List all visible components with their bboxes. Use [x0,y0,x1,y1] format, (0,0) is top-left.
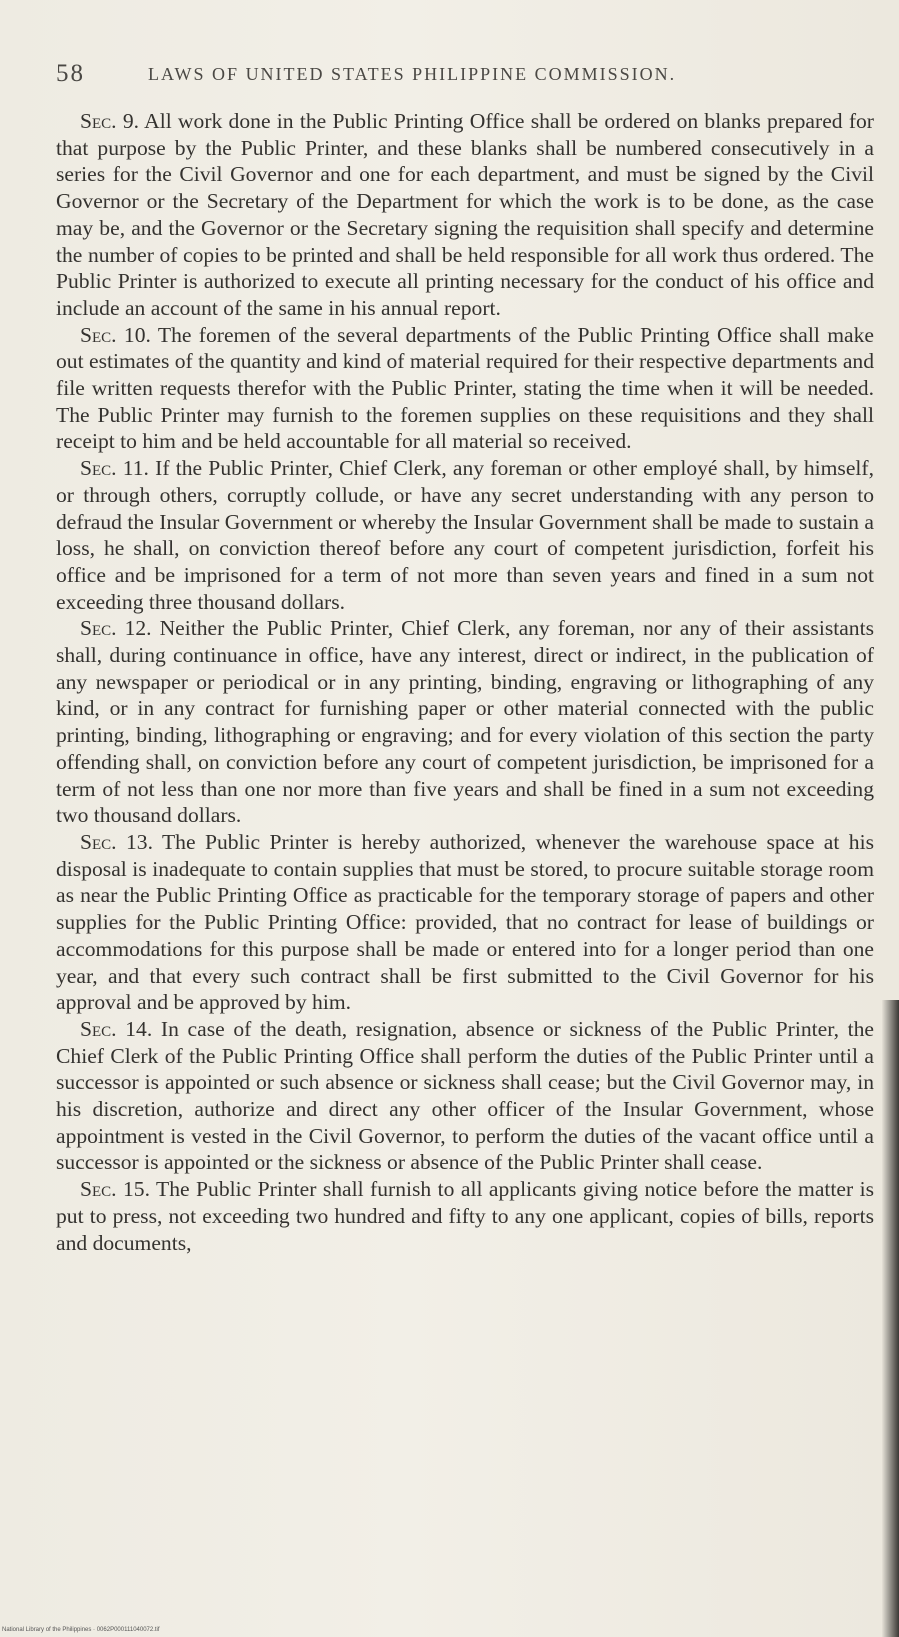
body-text [56,108,874,1256]
section-text: All work done in the Public Printing Office shall be ordered on blanks prepared for that purpose by the Public Printer, and these blanks shall be numbered consecutively in a series for the Civil Governor and one for each department, and must be signed by the Civil Governor or the Secretary of the Department for which the work is to be done, as the case may be, and the Governor or the Secretary signing the requisition shall specify and determine the number of copies to be printed and shall be held responsible for all work thus ordered. The Public Printer is authorized to execute all printing necessary for the conduct of his office and include an account of the same in his annual report. [56,109,875,320]
section-label: Sec. 10. [80,322,151,347]
section-text: In case of the death, resignation, absence or sickness of the Public Printer, the Chief Clerk of the Public Printing Office shall perform the duties of the Public Printer until a successor is appointed or such absence or sickness shall cease; but the Civil Governor may, in his discretion, authorize and direct any other officer of the Insular Government, whose appointment is vested in the Civil Governor, to perform the duties of the vacant office until a successor is appointed or the sickness or absence of the Public Printer shall cease. [56,1016,874,1175]
section-label: Sec. 15. [80,1177,150,1202]
section-14 [56,1016,874,1176]
section-9 [56,108,874,322]
section-15 [56,1176,874,1256]
section-label: Sec. 12. [80,616,152,641]
section-13 [56,829,874,1016]
page-number: 58 [56,60,85,87]
scan-footer: National Library of the Philippines · 0062P000111040072.tif [2,1627,160,1633]
page-header [56,58,856,98]
section-text: The foremen of the several departments of the Public Printing Office shall make out estimates of the quantity and kind of material required for their respective departments and file written requests therefor with the Public Printer, stating the time when it will be needed. The Public Printer may furnish to the foremen supplies on these requisitions and they shall receipt to him and be held accountable for all material so received. [56,322,874,454]
page-edge-shadow [882,1000,899,1637]
section-text: If the Public Printer, Chief Clerk, any foreman or other employé shall, by himself, or through others, corruptly collude, or have any secret understanding with any person to defraud the Insular Government or whereby the Insular Government shall be made to sustain a loss, he shall, on conviction thereof before any court of competent jurisdiction, forfeit his office and be imprisoned for a term of not more than seven years and fined in a sum not exceeding three thousand dollars. [56,456,875,614]
section-12 [56,615,874,829]
section-label: Sec. 9. [80,109,140,133]
section-text: The Public Printer shall furnish to all applicants giving notice before the matter is put to press, not exceeding two hundred and fifty to any one applicant, copies of bills, reports and documents, [56,1177,875,1255]
section-label: Sec. 13. [80,829,153,854]
section-label: Sec. 11. [80,456,149,481]
running-title: LAWS OF UNITED STATES PHILIPPINE COMMISSION. [148,64,677,84]
section-10 [56,322,874,456]
section-text: The Public Printer is hereby authorized, whenever the warehouse space at his disposal is inadequate to contain supplies that must be stored, to procure suitable storage room as near the Public Printing Office as practicable for the temporary storage of papers and other supplies for the Public Printing Office: provided, that no contract for lease of buildings or accommodations for this purpose shall be made or entered into for a longer period than one year, and that every such contract shall be first submitted to the Civil Governor for his approval and be approved by him. [56,829,874,1015]
section-text: Neither the Public Printer, Chief Clerk, any foreman, nor any of their assistants shall, during continuance in office, have any interest, direct or indirect, in the publication of any newspaper or periodical or in any printing, binding, engraving or lithographing of any kind, or in any contract for furnishing paper or other material connected with the public printing, binding, lithographing or engraving; and for every violation of this section the party offending shall, on conviction before any court of competent jurisdiction, be imprisoned for a term of not less than one nor more than five years and shall be fined in a sum not exceeding two thousand dollars. [56,616,874,828]
section-11 [56,455,874,615]
section-label: Sec. 14. [80,1016,153,1041]
